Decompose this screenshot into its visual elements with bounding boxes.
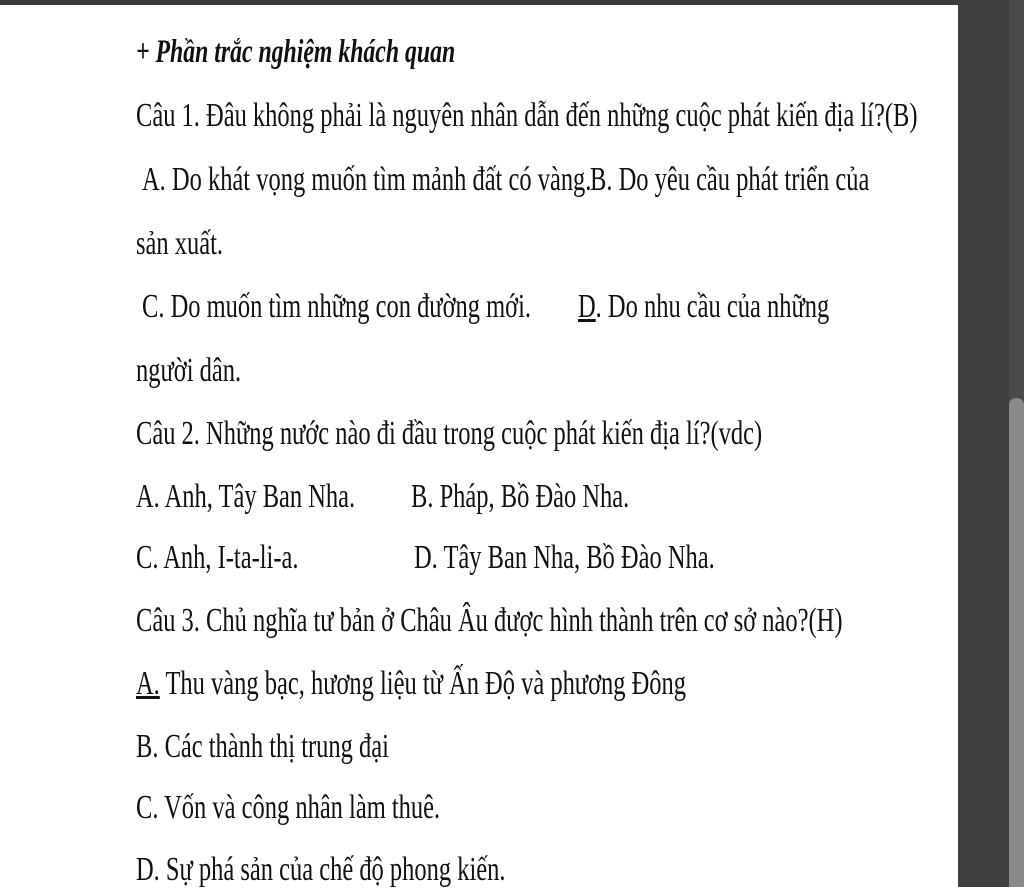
question-2-option-c: C. Anh, I-ta-li-a.: [136, 539, 299, 576]
question-1-option-b-continued: sản xuất.: [136, 225, 224, 262]
question-2-text: Câu 2. Những nước nào đi đầu trong cuộc phát kiến địa lí?(vdc): [136, 415, 763, 452]
question-1-text: Câu 1. Đâu không phải là nguyên nhân dẫn đến những cuộc phát kiến địa lí?(B): [136, 97, 918, 134]
question-3-option-b: B. Các thành thị trung đại: [136, 728, 389, 765]
section-heading: + Phần trắc nghiệm khách quan: [136, 34, 456, 70]
question-1-option-b: B. Do yêu cầu phát triển của: [590, 161, 870, 198]
question-1-answer-letter: D: [578, 288, 596, 325]
scrollbar-thumb[interactable]: [1009, 398, 1024, 887]
question-3-option-d: D. Sự phá sản của chế độ phong kiến.: [136, 851, 506, 888]
question-3-option-c: C. Vốn và công nhân làm thuê.: [136, 789, 441, 826]
question-1-option-d-continued: người dân.: [136, 352, 242, 389]
question-2-option-a: A. Anh, Tây Ban Nha.: [136, 478, 356, 515]
question-1-option-d-text: . Do nhu cầu của những: [595, 288, 830, 325]
question-3-option-a-text: Thu vàng bạc, hương liệu từ Ấn Độ và phương Đông: [159, 665, 687, 702]
question-1-option-c: C. Do muốn tìm những con đường mới.: [142, 288, 532, 325]
question-3-option-a: [136, 667, 686, 701]
question-3-answer-letter: A.: [136, 665, 160, 702]
document-page: [0, 5, 958, 887]
question-3-text: Câu 3. Chủ nghĩa tư bản ở Châu Âu được hình thành trên cơ sở nào?(H): [136, 602, 843, 639]
question-2-option-d: D. Tây Ban Nha, Bồ Đào Nha.: [414, 539, 715, 576]
question-1-option-a: A. Do khát vọng muốn tìm mảnh đất có vàng.: [142, 161, 592, 198]
question-2-option-b: B. Pháp, Bồ Đào Nha.: [411, 478, 630, 515]
question-1-option-d: [578, 290, 829, 324]
